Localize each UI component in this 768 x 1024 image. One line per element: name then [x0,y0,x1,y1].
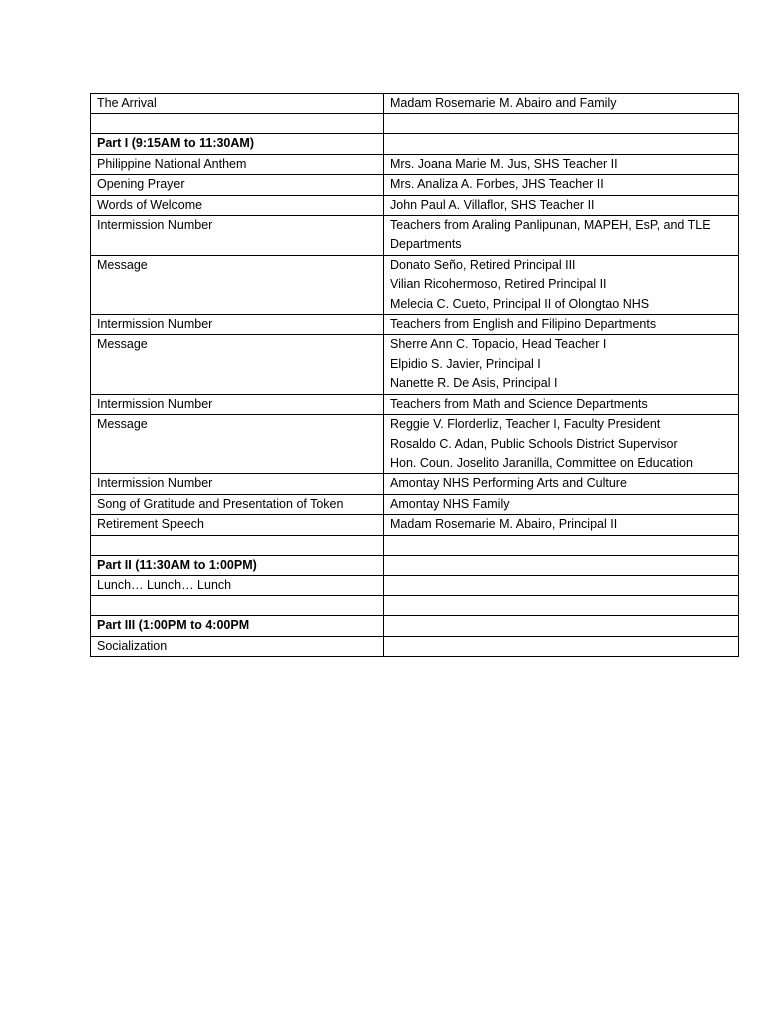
section-heading-cell: Part I (9:15AM to 11:30AM) [91,134,384,154]
presenter-line: Teachers from English and Filipino Departments [390,317,657,332]
presenter-line: Reggie V. Florderliz, Teacher I, Faculty President [390,417,661,432]
presenter-cell [384,636,739,656]
presenter-cell [384,216,739,256]
presenter-cell [384,94,739,114]
table-row [91,134,739,154]
program-item-cell: Intermission Number [91,474,384,494]
presenter-line: Melecia C. Cueto, Principal II of Olongtao NHS [390,296,650,311]
program-item-cell: Socialization [91,636,384,656]
presenter-cell [384,195,739,215]
table-row [91,195,739,215]
program-item-cell: Message [91,335,384,394]
presenter-cell [384,515,739,535]
program-item-cell [91,596,384,616]
table-row [91,415,739,474]
table-row [91,94,739,114]
presenter-line: Elpidio S. Javier, Principal I [390,356,541,371]
table-row [91,175,739,195]
table-row [91,474,739,494]
table-row [91,335,739,394]
program-item-cell [91,114,384,134]
presenter-line: Sherre Ann C. Topacio, Head Teacher I [390,337,607,352]
table-row [91,216,739,256]
program-item-cell: Intermission Number [91,315,384,335]
program-table-body [91,94,739,657]
table-row [91,255,739,314]
presenter-cell [384,394,739,414]
presenter-line: John Paul A. Villaflor, SHS Teacher II [390,197,595,212]
table-row [91,154,739,174]
section-heading-cell: Part II (11:30AM to 1:00PM) [91,555,384,575]
program-item-cell: Intermission Number [91,216,384,256]
presenter-line: Vilian Ricohermoso, Retired Principal II [390,277,607,292]
table-row [91,575,739,595]
table-row [91,394,739,414]
presenter-cell [384,335,739,394]
presenter-cell [384,415,739,474]
presenter-cell [384,175,739,195]
presenter-line: Mrs. Joana Marie M. Jus, SHS Teacher II [390,156,618,171]
presenter-cell [384,616,739,636]
presenter-line: Donato Seño, Retired Principal III [390,257,576,272]
presenter-line: Teachers from Math and Science Departments [390,396,648,411]
presenter-line: Madam Rosemarie M. Abairo and Family [390,96,617,110]
presenter-cell [384,596,739,616]
presenter-line: Amontay NHS Family [390,496,510,511]
program-item-cell: Words of Welcome [91,195,384,215]
section-heading-cell: Part III (1:00PM to 4:00PM [91,616,384,636]
presenter-line: Teachers from Araling Panlipunan, MAPEH, EsP, and TLE [390,218,711,233]
table-row [91,555,739,575]
table-row [91,616,739,636]
presenter-line: Amontay NHS Performing Arts and Culture [390,476,627,491]
table-row [91,636,739,656]
program-item-cell: Lunch… Lunch… Lunch [91,575,384,595]
program-item-cell: Song of Gratitude and Presentation of Token [91,494,384,514]
presenter-cell [384,575,739,595]
program-item-cell: Message [91,415,384,474]
program-table [90,93,739,657]
table-row [91,535,739,555]
presenter-cell [384,535,739,555]
table-row [91,315,739,335]
presenter-line: Nanette R. De Asis, Principal I [390,376,558,391]
table-row [91,515,739,535]
presenter-line: Departments [390,237,462,252]
presenter-cell [384,474,739,494]
program-item-cell: The Arrival [91,94,384,114]
table-row [91,596,739,616]
presenter-cell [384,555,739,575]
presenter-cell [384,114,739,134]
presenter-cell [384,494,739,514]
table-row [91,114,739,134]
presenter-line: Madam Rosemarie M. Abairo, Principal II [390,517,618,532]
presenter-line: Rosaldo C. Adan, Public Schools District Supervisor [390,436,678,451]
program-item-cell: Message [91,255,384,314]
presenter-cell [384,134,739,154]
program-item-cell: Intermission Number [91,394,384,414]
program-item-cell: Retirement Speech [91,515,384,535]
presenter-line: Hon. Coun. Joselito Jaranilla, Committee on Education [390,455,693,470]
table-row [91,494,739,514]
presenter-cell [384,315,739,335]
presenter-line: Mrs. Analiza A. Forbes, JHS Teacher II [390,177,604,192]
presenter-cell [384,255,739,314]
presenter-cell [384,154,739,174]
program-item-cell: Opening Prayer [91,175,384,195]
program-item-cell [91,535,384,555]
program-item-cell: Philippine National Anthem [91,154,384,174]
